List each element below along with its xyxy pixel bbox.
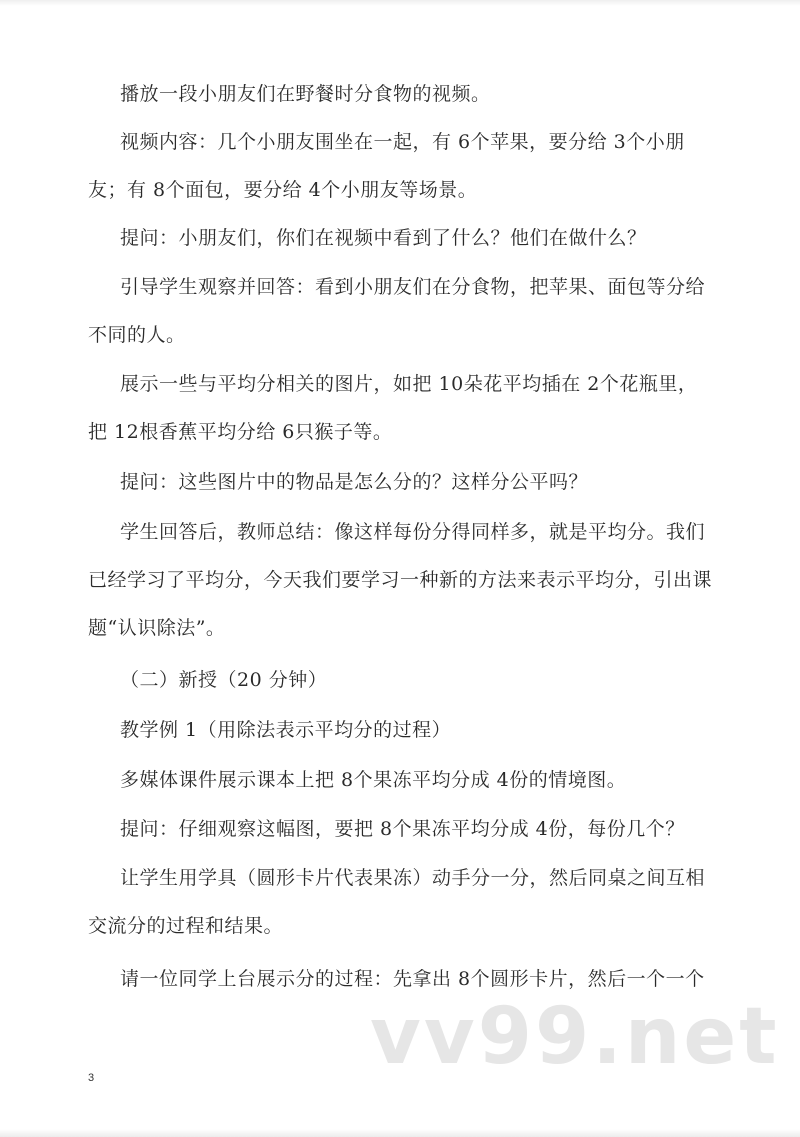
paragraph xyxy=(88,854,708,950)
text-line: 提问：这些图片中的物品是怎么分的？这样分公平吗？ xyxy=(120,471,589,493)
paragraph xyxy=(88,458,708,506)
text-line: 题“认识除法”。 xyxy=(88,617,226,639)
text-line: 请一位同学上台展示分的过程：先拿出 8个圆形卡片，然后一个一个 xyxy=(120,968,705,990)
text-line: 把 12根香蕉平均分给 6只猴子等。 xyxy=(88,421,393,443)
text-line: 交流分的过程和结果。 xyxy=(88,915,284,937)
section-heading xyxy=(88,656,708,704)
paragraph xyxy=(88,360,708,456)
text-line: 视频内容：几个小朋友围坐在一起，有 6个苹果，要分给 3个小朋 xyxy=(120,131,685,153)
page-number: 3 xyxy=(88,1072,95,1084)
text-line: 提问：仔细观察这幅图，要把 8个果冻平均分成 4份，每份几个？ xyxy=(120,818,685,840)
paragraph xyxy=(88,706,708,754)
paragraph xyxy=(88,214,708,262)
page-top-edge xyxy=(0,0,800,6)
paragraph xyxy=(88,118,708,214)
text-line: 多媒体课件展示课本上把 8个果冻平均分成 4份的情境图。 xyxy=(120,769,627,791)
paragraph xyxy=(88,508,713,652)
paragraph xyxy=(88,263,708,359)
text-line: 展示一些与平均分相关的图片，如把 10朵花平均插在 2个花瓶里， xyxy=(120,373,698,395)
text-line: 友；有 8个面包，要分给 4个小朋友等场景。 xyxy=(88,179,478,201)
paragraph xyxy=(88,805,708,853)
text-line: 不同的人。 xyxy=(88,324,186,346)
text-line: 播放一段小朋友们在野餐时分食物的视频。 xyxy=(120,83,491,105)
paragraph xyxy=(88,756,708,804)
text-line: 学生回答后，教师总结：像这样每份分得同样多，就是平均分。我们 xyxy=(120,521,706,543)
text-line: 让学生用学具（圆形卡片代表果冻）动手分一分，然后同桌之间互相 xyxy=(120,867,706,889)
page-bottom-edge xyxy=(0,1129,800,1137)
text-line: 引导学生观察并回答：看到小朋友们在分食物，把苹果、面包等分给 xyxy=(120,276,706,298)
text-line: 提问：小朋友们，你们在视频中看到了什么？他们在做什么？ xyxy=(120,227,647,249)
watermark: vv99.net xyxy=(370,992,780,1082)
paragraph xyxy=(88,70,708,118)
text-line: 教学例 1（用除法表示平均分的过程） xyxy=(120,719,452,741)
text-line: （二）新授（20 分钟） xyxy=(120,669,328,691)
text-line: 已经学习了平均分，今天我们要学习一种新的方法来表示平均分，引出课 xyxy=(88,569,713,591)
